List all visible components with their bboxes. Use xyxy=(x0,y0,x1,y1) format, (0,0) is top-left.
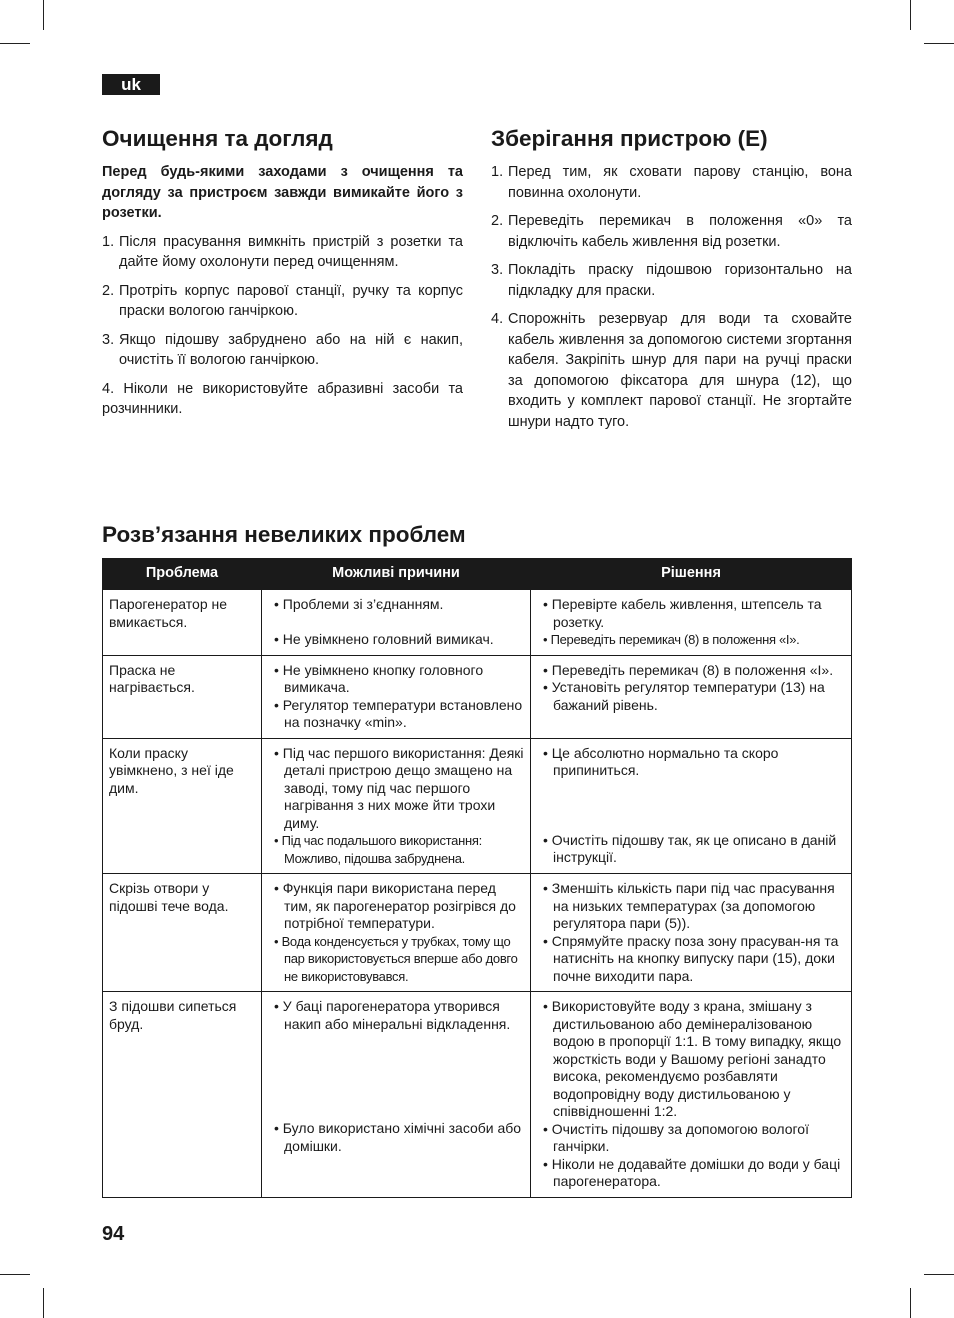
causes-cell xyxy=(262,655,531,738)
step-number: 4. xyxy=(491,311,504,327)
step-text: Якщо підошву забруднено або на ній є накип, очистіть її вологою ганчіркою. xyxy=(119,331,463,368)
cause-item: • Регулятор температури встановлено на позначку «min». xyxy=(274,696,523,730)
causes-cell xyxy=(262,590,531,656)
list-item xyxy=(491,260,852,301)
table-row xyxy=(103,590,852,656)
crop-mark xyxy=(43,0,44,30)
solution-item: • Це абсолютно нормально та скоро припиниться. xyxy=(543,744,779,778)
cause-item: • У баці парогенератора утворився накип або мінеральні відкладення. xyxy=(274,998,511,1032)
step-text: Перед тим, як сховати парову станцію, вона повинна охолонути. xyxy=(508,164,852,201)
solution-item: • Використовуйте воду з крана, змішану з дистильованою або демінералізованою водою в пропорції 1:1. В тому випадку, якщо жорсткість води у Вашому регіоні занадто висока, рекомендуємо розбавляти водопровідну воду дистильованою у співвідношенні 1:2. xyxy=(543,998,842,1119)
solution-item: • Установіть регулятор температури (13) на бажаний рівень. xyxy=(543,679,825,713)
list-item xyxy=(102,232,463,273)
step-number: 3. xyxy=(491,262,504,278)
step-number: 2. xyxy=(102,282,115,299)
problem-cell: Парогенератор не вмикається. xyxy=(103,590,262,656)
step-number: 2. xyxy=(491,213,504,229)
cause-item: • Було використано хімічні засоби або домішки. xyxy=(274,1120,522,1154)
crop-mark xyxy=(43,1288,44,1318)
causes-cell xyxy=(262,738,531,874)
solutions-cell xyxy=(531,590,852,656)
step-number: 3. xyxy=(102,331,115,348)
solution-item: • Очистіть підошву так, як це описано в даній інструкції. xyxy=(543,831,837,865)
cleaning-intro: Перед будь-якими заходами з очищення та догляду за пристроєм завжди вимикайте його з розетки. xyxy=(102,164,463,221)
table-row xyxy=(103,992,852,1198)
list-item xyxy=(491,162,852,203)
cause-item: • Проблеми зі з’єднанням. xyxy=(274,596,444,612)
cause-item: • Під час першого використання: Деякі деталі пристрою дещо змащено на заводі, тому під час першого нагрівання з них може йти трохи диму. xyxy=(274,744,524,831)
table-row xyxy=(103,874,852,992)
solution-item: • Переведіть перемикач (8) в положення «I». xyxy=(543,661,834,678)
cleaning-title: Очищення та догляд xyxy=(102,126,333,151)
solutions-cell xyxy=(531,655,852,738)
solutions-cell xyxy=(531,992,852,1198)
step-number: 1. xyxy=(491,164,504,180)
table-row xyxy=(103,655,852,738)
solutions-cell xyxy=(531,738,852,874)
step-text: Після прасування вимкніть пристрій з розетки та дайте йому охолонути перед очищенням. xyxy=(119,233,463,270)
troubleshooting-table xyxy=(102,558,852,1198)
table-row xyxy=(103,738,852,874)
troubleshooting-title: Розв’язання невеликих проблем xyxy=(102,522,466,547)
step-text: Спорожніть резервуар для води та сховайте кабель живлення за допомогою системи згортання кабеля. Закріпіть шнур для пари на ручці праски за допомогою фіксатора для шнура (12), що входить у комплект парової станції. Не згортайте шнури надто туго. xyxy=(508,311,852,430)
cause-item: • Вода конденсується у трубках, тому що пар використовується вперше або довго не використовувався. xyxy=(274,933,518,984)
list-item xyxy=(102,281,463,322)
crop-mark xyxy=(0,43,30,44)
crop-mark xyxy=(0,1274,30,1275)
page-number: 94 xyxy=(102,1223,125,1245)
storage-title: Зберігання пристрою (E) xyxy=(491,126,768,151)
solution-item: • Переведіть перемикач (8) в положення «I». xyxy=(543,632,800,647)
problem-cell: Коли праску увімкнено, з неї іде дим. xyxy=(103,738,262,874)
table-header-row xyxy=(103,559,852,590)
step-text: Покладіть праску підошвою горизонтально на підкладку для праски. xyxy=(508,262,852,299)
problem-cell: Скрізь отвори у підошві тече вода. xyxy=(103,874,262,992)
cause-item: • Функція пари використана перед тим, як парогенератор розігрівся до потрібної температури. xyxy=(274,880,516,931)
storage-section xyxy=(491,124,852,440)
cleaning-step-4: 4. Ніколи не використовуйте абразивні засоби та розчинники. xyxy=(102,380,463,417)
step-text: Переведіть перемикач в положення «0» та відключіть кабель живлення від розетки. xyxy=(508,213,852,250)
causes-cell xyxy=(262,992,531,1198)
step-text: Протріть корпус парової станції, ручку та корпус праски вологою ганчіркою. xyxy=(119,282,463,319)
cause-item: • Не увімкнено кнопку головного вимикача. xyxy=(274,661,484,695)
cause-item: • Під час подальшого використання: Можливо, підошва забруднена. xyxy=(274,833,482,866)
column-header-problem: Проблема xyxy=(103,559,262,590)
solution-item: • Зменшіть кількість пари під час прасування на низьких температурах (за допомогою регулятора пари (5)). xyxy=(543,880,835,931)
crop-mark xyxy=(910,0,911,30)
column-header-causes: Можливі причини xyxy=(262,559,531,590)
causes-cell xyxy=(262,874,531,992)
list-item xyxy=(491,309,852,432)
solution-item: • Очистіть підошву за допомогою вологої ганчірки. xyxy=(543,1120,809,1154)
storage-steps xyxy=(491,162,852,432)
language-badge: uk xyxy=(102,74,160,95)
solution-item: • Ніколи не додавайте домішки до води у баці парогенератора. xyxy=(543,1155,841,1189)
solution-item: • Перевірте кабель живлення, штепсель та розетку. xyxy=(543,596,822,630)
problem-cell: З підошви сипеться бруд. xyxy=(103,992,262,1198)
list-item xyxy=(491,211,852,252)
crop-mark xyxy=(924,43,954,44)
column-header-solutions: Рішення xyxy=(531,559,852,590)
cleaning-section xyxy=(102,124,463,420)
crop-mark xyxy=(924,1274,954,1275)
solution-item: • Спрямуйте праску поза зону прасуван-ня та натисніть на кнопку випуску пари (15), доки почне виходити пара. xyxy=(543,932,839,984)
cause-item: • Не увімкнено головний вимикач. xyxy=(274,630,494,647)
list-item xyxy=(102,330,463,371)
cleaning-steps xyxy=(102,232,463,371)
solutions-cell xyxy=(531,874,852,992)
problem-cell: Праска не нагрівається. xyxy=(103,655,262,738)
crop-mark xyxy=(910,1288,911,1318)
step-number: 1. xyxy=(102,233,115,250)
